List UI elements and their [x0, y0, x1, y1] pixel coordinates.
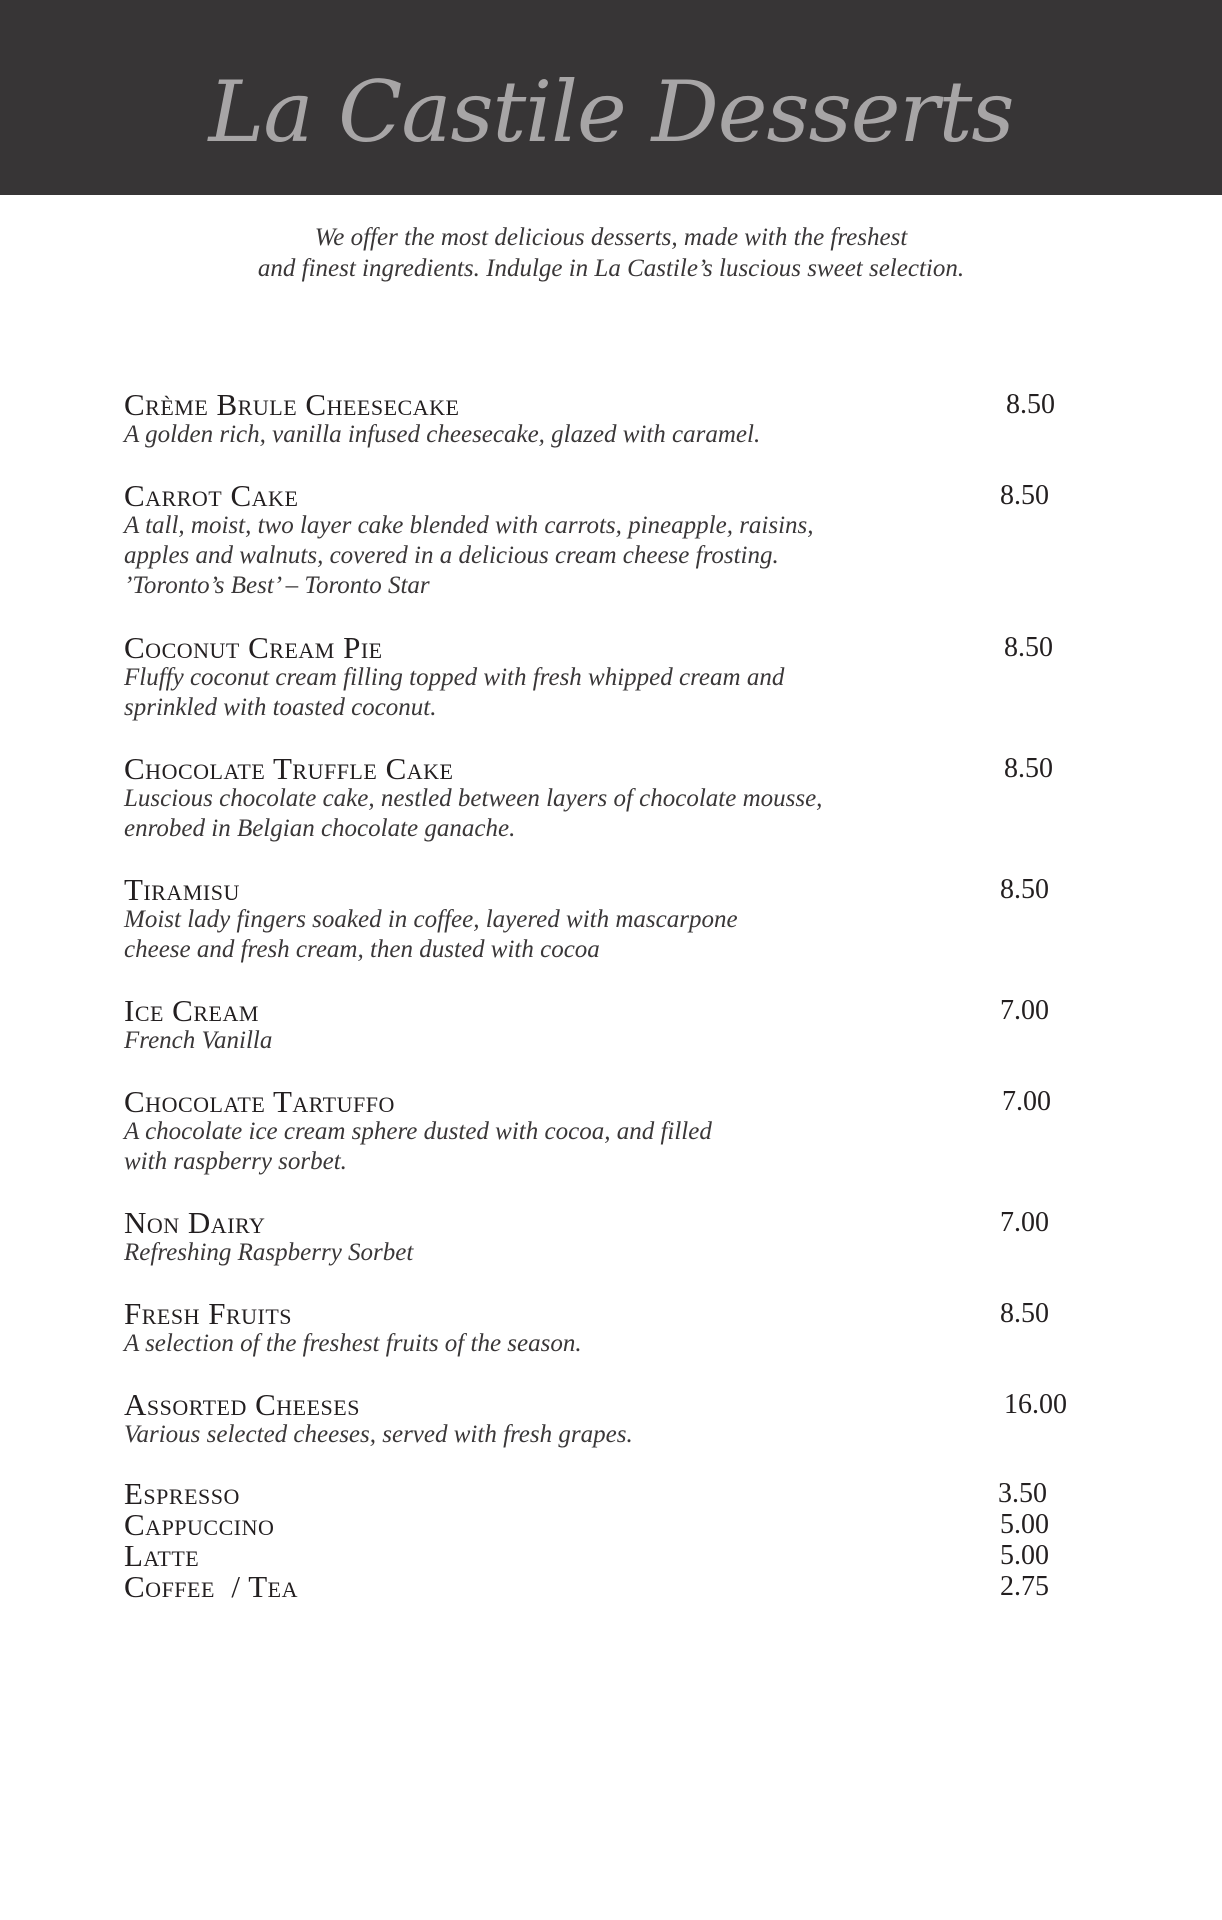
item-name: Ice Cream: [124, 993, 259, 1028]
item-price: 8.50: [1000, 480, 1049, 511]
item-name: Tiramisu: [124, 872, 240, 907]
item-name: Non Dairy: [124, 1205, 266, 1240]
item-description: cheese and fresh cream, then dusted with cocoa: [124, 936, 600, 963]
item-description: A golden rich, vanilla infused cheesecake, glazed with caramel.: [124, 421, 761, 448]
item-description: A selection of the freshest fruits of the season.: [124, 1330, 582, 1357]
item-price: 8.50: [1004, 632, 1053, 663]
menu-item: [124, 480, 1084, 601]
menu-item: [124, 1298, 1084, 1359]
drink-item: [124, 1509, 1084, 1540]
item-description: sprinkled with toasted coconut.: [124, 694, 437, 721]
menu-item: [124, 753, 1084, 844]
intro-text: [0, 222, 1222, 284]
item-description: Various selected cheeses, served with fresh grapes.: [124, 1421, 633, 1448]
drink-item: [124, 1571, 1084, 1602]
item-price: 8.50: [1000, 874, 1049, 905]
drink-price: 5.00: [1000, 1509, 1049, 1540]
item-description: enrobed in Belgian chocolate ganache.: [124, 815, 516, 842]
drink-price: 3.50: [998, 1478, 1047, 1509]
drink-name: Espresso: [124, 1476, 240, 1511]
item-name: Chocolate Truffle Cake: [124, 751, 454, 786]
header-banner: [0, 0, 1222, 195]
item-name: Crème Brule Cheesecake: [124, 387, 460, 422]
menu-item: [124, 389, 1084, 450]
item-description: apples and walnuts, covered in a delicious cream cheese frosting.: [124, 542, 779, 569]
item-name: Chocolate Tartuffo: [124, 1084, 395, 1119]
item-price: 16.00: [1004, 1389, 1067, 1420]
drink-item: [124, 1478, 1084, 1509]
item-description: ’Toronto’s Best’ – Toronto Star: [124, 572, 430, 599]
menu-item: [124, 874, 1084, 965]
item-description: Fluffy coconut cream filling topped with fresh whipped cream and: [124, 664, 785, 691]
item-description: A tall, moist, two layer cake blended with carrots, pineapple, raisins,: [124, 512, 814, 539]
intro-line: We offer the most delicious desserts, made with the freshest: [314, 224, 908, 251]
menu-item: [124, 632, 1084, 723]
menu-item: [124, 1207, 1084, 1268]
drink-name: Cappuccino: [124, 1507, 275, 1542]
item-price: 7.00: [1000, 995, 1049, 1026]
item-name: Coconut Cream Pie: [124, 630, 383, 665]
drink-price: 2.75: [1000, 1571, 1049, 1602]
item-description: Refreshing Raspberry Sorbet: [124, 1239, 414, 1266]
drink-item: [124, 1540, 1084, 1571]
drink-price: 5.00: [1000, 1540, 1049, 1571]
menu-item: [124, 995, 1084, 1056]
menu-item: [124, 1389, 1084, 1450]
item-price: 7.00: [1000, 1207, 1049, 1238]
item-price: 7.00: [1002, 1086, 1051, 1117]
item-description: French Vanilla: [124, 1027, 273, 1054]
drink-name: Coffee / Tea: [124, 1569, 298, 1604]
drinks-list: [124, 1478, 1084, 1602]
intro-line: and finest ingredients. Indulge in La Castile’s luscious sweet selection.: [257, 255, 965, 282]
item-description: Luscious chocolate cake, nestled between layers of chocolate mousse,: [124, 785, 823, 812]
menu-title: La Castile Desserts: [208, 63, 1014, 161]
item-name: Assorted Cheeses: [124, 1387, 360, 1422]
item-price: 8.50: [1004, 753, 1053, 784]
menu-item: [124, 1086, 1084, 1177]
item-name: Fresh Fruits: [124, 1296, 293, 1331]
item-description: with raspberry sorbet.: [124, 1148, 347, 1175]
item-price: 8.50: [1000, 1298, 1049, 1329]
item-name: Carrot Cake: [124, 478, 299, 513]
drink-name: Latte: [124, 1538, 200, 1573]
item-description: Moist lady fingers soaked in coffee, layered with mascarpone: [124, 906, 738, 933]
item-price: 8.50: [1006, 389, 1055, 420]
item-description: A chocolate ice cream sphere dusted with cocoa, and filled: [124, 1118, 712, 1145]
